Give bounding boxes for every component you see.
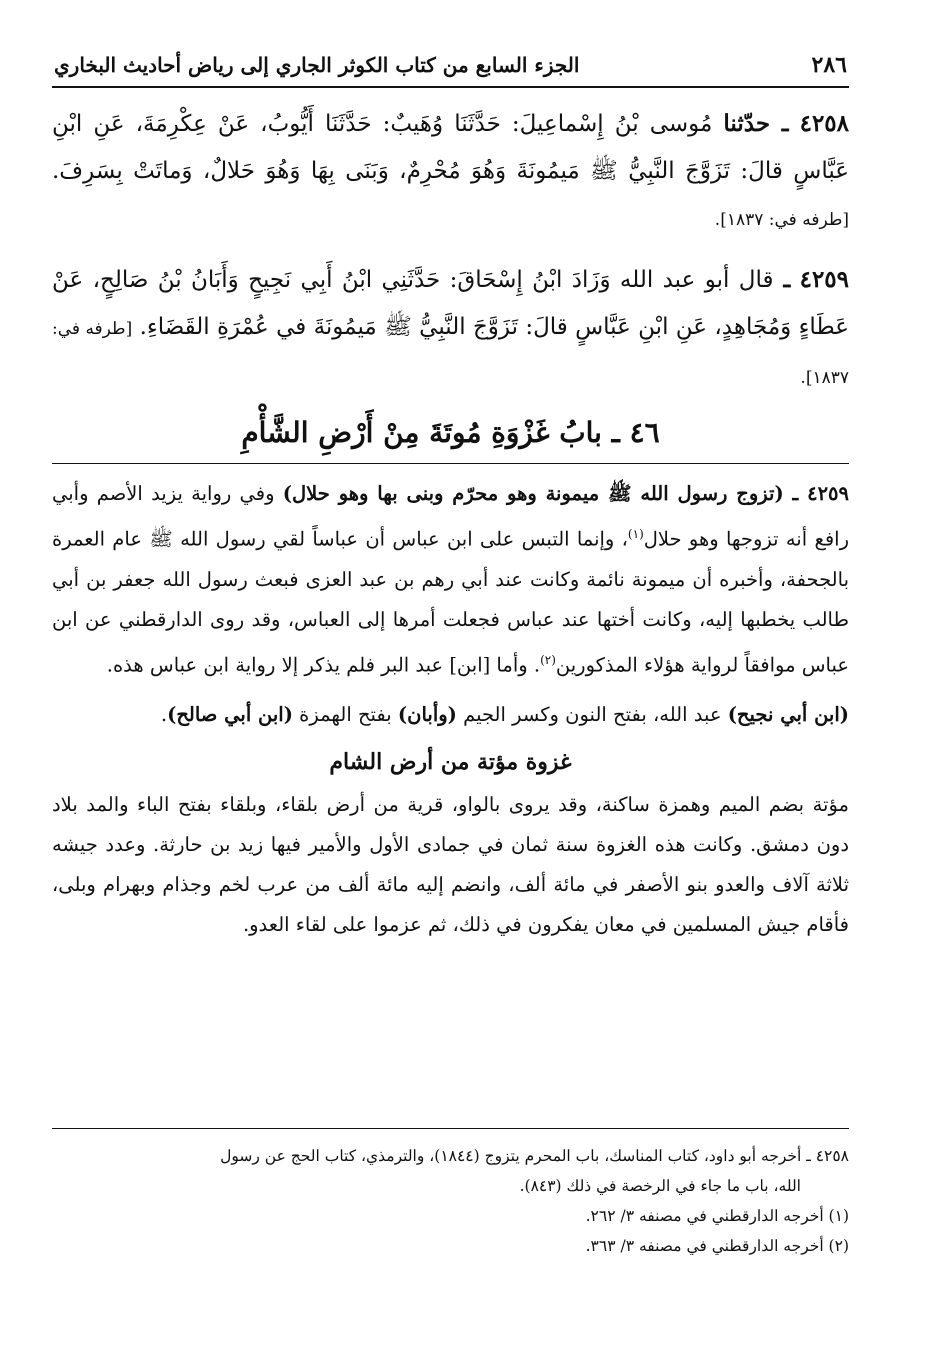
commentary-text: ، وإنما التبس على ابن عباس أن عباساً لقي رسول الله ﷺ عام العمرة بالجحفة، وأخبره أن ميمونة نائمة وكانت عند أبي رهم بن عبد العزى فبعث رسول الله جعفر بن أبي طالب يخطبها إليه، وكانت أختها عند عباس فجعلت أمرها إلى العباس، وقد روى الدارقطني عن ابن عباس موافقاً لرواية هؤلاء المذكورين [52,527,849,676]
hadith-tarf: [طرفه في: ١٨٣٧]. [714,210,849,230]
commentary-mutah: مؤتة بضم الميم وهمزة ساكنة، وقد يروى بالواو، قرية من أرض بلقاء، وبلقاء بفتح الباء والمد بلاد دون دمشق. وكانت هذه الغزوة سنة ثمان في جمادى الأول والأمير فيها زيد بن حارثة. وعدد جيشه ثلاثة آلاف والعدو بنو الأصفر في مائة ألف، وانضم إليه مائة ألف من عرب لخم وجذام وبهرام وبلى، فأقام جيش المسلمين في معان يفكرون في ذلك، ثم عزموا على لقاء العدو. [52,793,849,936]
hadith-lead: حدّثنا [723,110,771,137]
hadith-4259: ٤٢٥٩ ـ قال أبو عبد الله وَزَادَ ابْنُ إِسْحَاقَ: حَدَّثَنِي ابْنُ أَبِي نَجِيحٍ وَأَبَانُ بْنُ صَالِحٍ، عَنْ عَطَاءٍ وَمُجَاهِدٍ، عَنِ ابْنِ عَبَّاسٍ قالَ: تَزَوَّجَ النَّبِيُّ ﷺ مَيمُونَةَ في عُمْرَةِ القَضَاءِ. [طرفه في: ١٨٣٧]. [52,266,850,388]
book-title: الجزء السابع من كتاب الكوثر الجاري إلى رياض أحاديث البخاري [54,53,580,77]
commentary-quote: (تزوج رسول الله ﷺ ميمونة وهو محرّم وبنى بها وهو حلال) [282,482,784,505]
footnotes [52,1128,849,1261]
footnote-ref-1: (١) [627,527,644,541]
hadith-text: مُوسى بْنُ إِسْماعِيلَ: حَدَّثَنَا وُهَيبٌ: حَدَّثَنَا أَيُّوبُ، عَنْ عِكْرِمَةَ، عَنِ ابْنِ عَبَّاسٍ قالَ: تَزَوَّجَ النَّبِيُّ ﷺ مَيمُونَةَ وَهُوَ مُحْرِمٌ، وَبَنَى بِهَا وَهُوَ حَلالٌ، وَماتَتْ بِسَرِفَ. [52,111,849,184]
page-number: ٢٨٦ [811,52,847,78]
hadith-lead: قال [738,267,774,293]
hadith-number: ٤٢٥٩ [799,266,850,293]
running-header [52,52,849,88]
hadith-tarf: [طرفه في: ١٨٣٧]. [52,319,849,388]
commentary-text: وفي رواية يزيد الأصم وأبي رافع أنه تزوجها وهو حلال [52,482,849,551]
chapter-title: ٤٦ ـ بابُ غَزْوَةِ مُوتَةَ مِنْ أَرْضِ الشَّأْمِ [52,416,849,464]
commentary-number: ٤٢٥٩ [807,482,849,505]
footnote-1: (١) أخرجه الدارقطني في مصنفه ٣/ ٢٦٢. [585,1207,849,1225]
hadith-number: ٤٢٥٨ [799,110,850,137]
commentary-paragraph: ٤٢٥٩ ـ (تزوج رسول الله ﷺ ميمونة وهو محرّم وبنى بها وهو حلال) وفي رواية يزيد الأصم وأبي رافع أنه تزوجها وهو حلال$^{(١)}$، وإنما التبس على ابن عباس أن عباساً لقي رسول الله ﷺ عام العمرة بالجحفة، وأخبره أن ميمونة نائمة وكانت عند أبي رهم بن عبد العزى فبعث رسول الله جعفر بن أبي طالب يخطبها إليه، وكانت أختها عند عباس فجعلت أمرها إلى العباس، وقد روى الدارقطني عن ابن عباس موافقاً لرواية هؤلاء المذكورين$^{(٢)}$. وأما [ابن] عبد البر فلم يذكر إلا رواية ابن عباس هذه. [52,482,849,676]
commentary-text: . وأما [ابن] عبد البر فلم يذكر إلا رواية ابن عباس هذه. [106,653,541,676]
commentary-names [52,695,849,735]
footnote-line: الله، باب ما جاء في الرخصة في ذلك (٨٤٣). [519,1177,801,1195]
footnote-2: (٢) أخرجه الدارقطني في مصنفه ٣/ ٣٦٣. [585,1237,849,1255]
commentary-text: عبد الله، بفتح النون وكسر الجيم [456,703,728,726]
footnote-ref-2: (٢) [540,652,556,667]
commentary-text: . [160,703,168,726]
footnote-hadith [52,1141,849,1201]
commentary-text: بفتح الهمزة [292,703,398,726]
section-heading: غزوة مؤتة من أرض الشام [329,749,572,775]
bold-term: (وأبان) [397,703,457,726]
hadith-4258: ٤٢٥٨ ـ حدّثنا مُوسى بْنُ إِسْماعِيلَ: حَدَّثَنَا وُهَيبٌ: حَدَّثَنَا أَيُّوبُ، عَنْ عِكْرِمَةَ، عَنِ ابْنِ عَبَّاسٍ قالَ: تَزَوَّجَ النَّبِيُّ ﷺ مَيمُونَةَ وَهُوَ مُحْرِمٌ، وَبَنَى بِهَا وَهُوَ حَلالٌ، وَماتَتْ بِسَرِفَ. [طرفه في: ١٨٣٧]. [52,110,850,230]
bold-term: (ابن أبي نجيح) [727,703,849,726]
hadith-text: أبو عبد الله وَزَادَ ابْنُ إِسْحَاقَ: حَدَّثَنِي ابْنُ أَبِي نَجِيحٍ وَأَبَانُ بْنُ صَالِحٍ، عَنْ عَطَاءٍ وَمُجَاهِدٍ، عَنِ ابْنِ عَبَّاسٍ قالَ: تَزَوَّجَ النَّبِيُّ ﷺ مَيمُونَةَ في عُمْرَةِ القَضَاءِ. [52,267,849,340]
footnote-line: ٤٢٥٨ ـ أخرجه أبو داود، كتاب المناسك، باب المحرم يتزوج (١٨٤٤)، والترمذي، كتاب الحج عن رسول [220,1147,849,1165]
bold-term: (ابن أبي صالح) [167,703,293,726]
